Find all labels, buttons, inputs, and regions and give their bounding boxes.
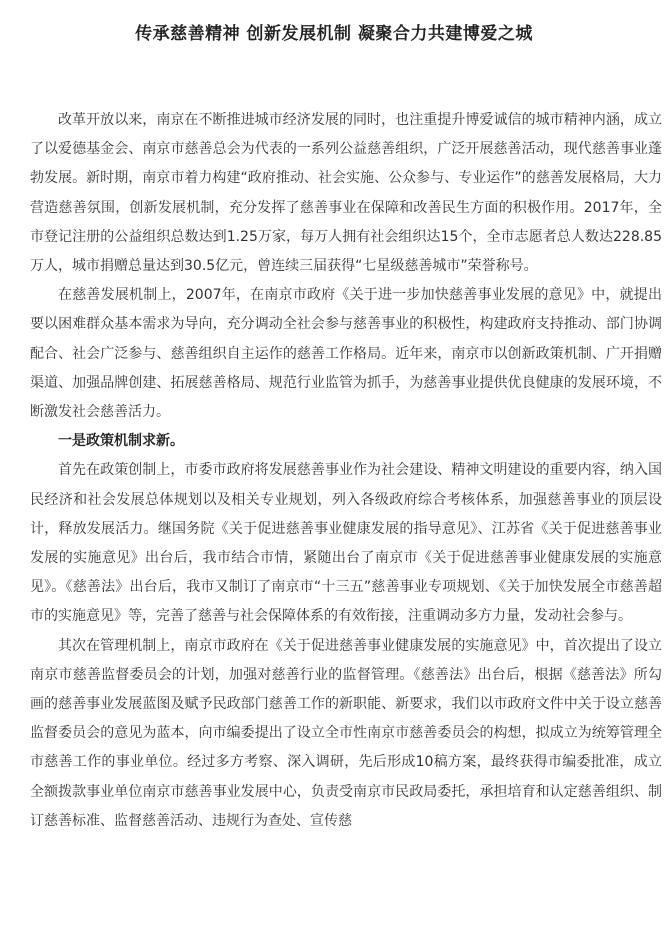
paragraph-mechanism: 在慈善发展机制上，2007年，在南京市政府《关于进一步加快慈善事业发展的意见》中，就提出要以困难群众基本需求为导向，充分调动全社会参与慈善事业的积极性，构建政府支持推动、部门协调配合、社会广泛参与、慈善组织自主运作的慈善工作格局。近年来，南京市以创新政策机制、广开捐赠渠道、加强品牌创建、拓展慈善格局、规范行业监管为抓手，为慈善事业提供优良健康的发展环境，不断激发社会慈善活力。	[30, 287, 662, 421]
paragraph-intro: 改革开放以来，南京在不断推进城市经济发展的同时，也注重提升博爱诚信的城市精神内涵，成立了以爱德基金会、南京市慈善总会为代表的一系列公益慈善组织，广泛开展慈善活动，现代慈善事业蓬勃发展。新时期，南京市着力构建“政府推动、社会实施、公众参与、专业运作”的慈善发展格局，大力营造慈善氛围，创新发展机制，充分发挥了慈善事业在保障和改善民生方面的积极作用。2017年，全市登记注册的公益组织总数达到1.25万家，每万人拥有社会组织达15个，全市志愿者总人数达228.85万人，城市捐赠总量达到30.5亿元，曾连续三届获得“七星级慈善城市”荣誉称号。	[30, 112, 662, 275]
section-heading-policy: 一是政策机制求新。	[58, 433, 184, 450]
paragraph-policy-creation: 首先在政策创制上，市委市政府将发展慈善事业作为社会建设、精神文明建设的重要内容，纳入国民经济和社会发展总体规划以及相关专业规划，列入各级政府综合考核体系，加强慈善事业的顶层设计，释放发展活力。继国务院《关于促进慈善事业健康发展的指导意见》、江苏省《关于促进慈善事业发展的实施意见》出台后，我市结合市情，紧随出台了南京市《关于促进慈善事业健康发展的实施意见》。《慈善法》出台后，我市又制订了南京市“十三五”慈善事业专项规划、《关于加快发展全市慈善超市的实施意见》等，完善了慈善与社会保障体系的有效衔接，注重调动多方力量，发动社会参与。	[30, 462, 662, 625]
article-title: 传承慈善精神 创新发展机制 凝聚合力共建博爱之城	[135, 24, 533, 45]
paragraph-management-mechanism: 其次在管理机制上，南京市政府在《关于促进慈善事业健康发展的实施意见》中，首次提出了设立南京市慈善监督委员会的计划，加强对慈善行业的监督管理。《慈善法》出台后，根据《慈善法》所勾画的慈善事业发展蓝图及赋予民政部门慈善工作的新职能、新要求，我们以市政府文件中关于设立慈善监督委员会的意见为蓝本，向市编委提出了设立全市性南京市慈善委员会的构想，拟成立为统筹管理全市慈善工作的事业单位。经过多方考察、深入调研，先后形成10稿方案，最终获得市编委批准，成立全额拨款事业单位南京市慈善事业发展中心，负责受南京市民政局委托，承担培育和认定慈善组织、制订慈善标准、监督慈善活动、违规行为查处、宣传慈	[30, 637, 662, 829]
article-body	[30, 106, 662, 836]
